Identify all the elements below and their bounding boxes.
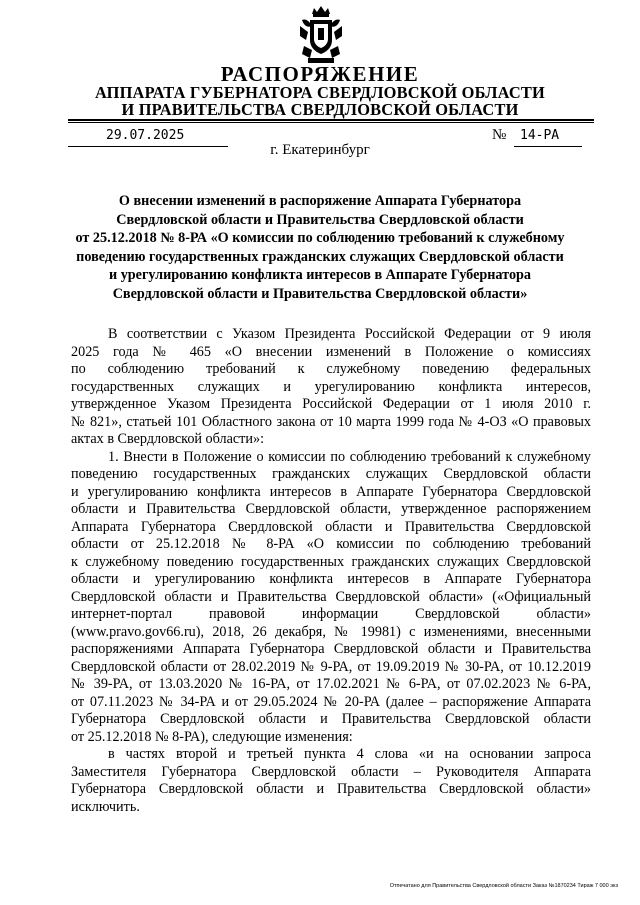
body-line: в частях второй и третьей пункта 4 слова «и на основании запроса (108, 746, 591, 762)
heading-line: О внесении изменений в распоряжение Аппарата Губернатора (118, 193, 522, 209)
heading-line: Свердловской области и Правительства Свердловской области» (112, 285, 528, 302)
document-heading (40, 192, 600, 304)
header-divider-thin (68, 122, 594, 123)
body-line: области и урегулированию конфликта интересов в Аппарате Губернатора (71, 571, 591, 587)
body-line: (www.pravo.gov66.ru), 2018, 26 декабря, № 19981) с изменениями, внесенными (71, 623, 591, 640)
body-line: В соответствии с Указом Президента Российской Федерации от 9 июля (108, 326, 591, 342)
body-line: Заместителя Губернатора Свердловской области – Руководителя Аппарата (71, 763, 591, 780)
body-line: от 07.11.2023 № 34-РА и от 29.05.2024 № 20-РА (далее – распоряжение Аппарата (71, 693, 591, 710)
body-line: интернет-портал правовой информации Свердловской области» (71, 606, 591, 622)
document-city: г. Екатеринбург (270, 142, 370, 158)
body-line: области и Правительства Свердловской области, утвержденное распоряжением (71, 501, 591, 517)
print-footer: Отпечатано для Правительства Свердловской области Заказ №1870234 Тираж 7 000 экз (389, 883, 618, 889)
coat-of-arms-emblem (298, 6, 344, 64)
body-line: актах в Свердловской области»: (71, 431, 265, 447)
body-line: Губернатора Свердловской области и Правительства Свердловской области (71, 711, 591, 727)
body-line: № 39-РА, от 13.03.2020 № 16-РА, от 17.02.2021 № 6-РА, от 07.02.2023 № 6-РА, (71, 676, 591, 692)
heading-line: поведению государственных гражданских служащих Свердловской области (76, 248, 564, 265)
document-date: 29.07.2025 (106, 128, 185, 143)
heading-line: Свердловской области и Правительства Свердловской области (116, 211, 524, 228)
body-line: исключить. (71, 798, 140, 815)
body-line: от 25.12.2018 № 8-РА), следующие изменения: (71, 728, 353, 745)
document-body (71, 326, 591, 816)
body-line: и урегулированию конфликта интересов в Аппарате Губернатора Свердловской (71, 483, 591, 500)
issuer-line-2: И ПРАВИТЕЛЬСТВА СВЕРДЛОВСКОЙ ОБЛАСТИ (121, 100, 519, 119)
header-divider-thick (68, 119, 594, 121)
body-line: к служебному поведению государственных гражданских служащих Свердловской (71, 553, 591, 570)
document-number: 14-РА (520, 128, 560, 143)
body-line: государственных служащих и урегулированию конфликта интересов, (71, 378, 591, 395)
issuer-line-1: АППАРАТА ГУБЕРНАТОРА СВЕРДЛОВСКОЙ ОБЛАСТИ (95, 83, 545, 102)
body-line: Губернатора Свердловской области и Правительства Свердловской области» (71, 781, 591, 797)
number-label: № (492, 127, 507, 143)
number-underline (514, 146, 582, 147)
heading-line: от 25.12.2018 № 8-РА «О комиссии по соблюдению требований к служебному (75, 230, 565, 247)
body-line: № 821», статьей 101 Областного закона от 10 марта 1999 года № 4-ОЗ «О правовых (71, 413, 591, 430)
heading-line: и урегулированию конфликта интересов в Аппарате Губернатора (108, 267, 532, 284)
body-line: утвержденное Указом Президента Российской Федерации от 1 июля 2010 г. (71, 396, 591, 412)
body-line: распоряжениями Аппарата Губернатора Свердловской области и Правительства (71, 641, 591, 657)
document-type-title: РАСПОРЯЖЕНИЕ (220, 62, 420, 86)
body-line: 1. Внести в Положение о комиссии по соблюдению требований к служебному (108, 448, 591, 465)
body-line: по соблюдению требований к служебному поведению федеральных (71, 361, 591, 377)
body-line: Аппарата Губернатора Свердловской области и Правительства Свердловской (71, 518, 591, 535)
body-line: области от 25.12.2018 № 8-РА «О комиссии по соблюдению требований (71, 536, 591, 552)
body-line: Свердловской области от 28.02.2019 № 9-РА, от 19.09.2019 № 30-РА, от 10.12.2019 (71, 658, 591, 675)
body-line: поведению государственных гражданских служащих Свердловской области (71, 466, 591, 482)
body-line: 2025 года № 465 «О внесении изменений в Положение о комиссиях (71, 343, 591, 360)
body-line: Свердловской области и Правительства Свердловской области» («Официальный (71, 588, 591, 605)
